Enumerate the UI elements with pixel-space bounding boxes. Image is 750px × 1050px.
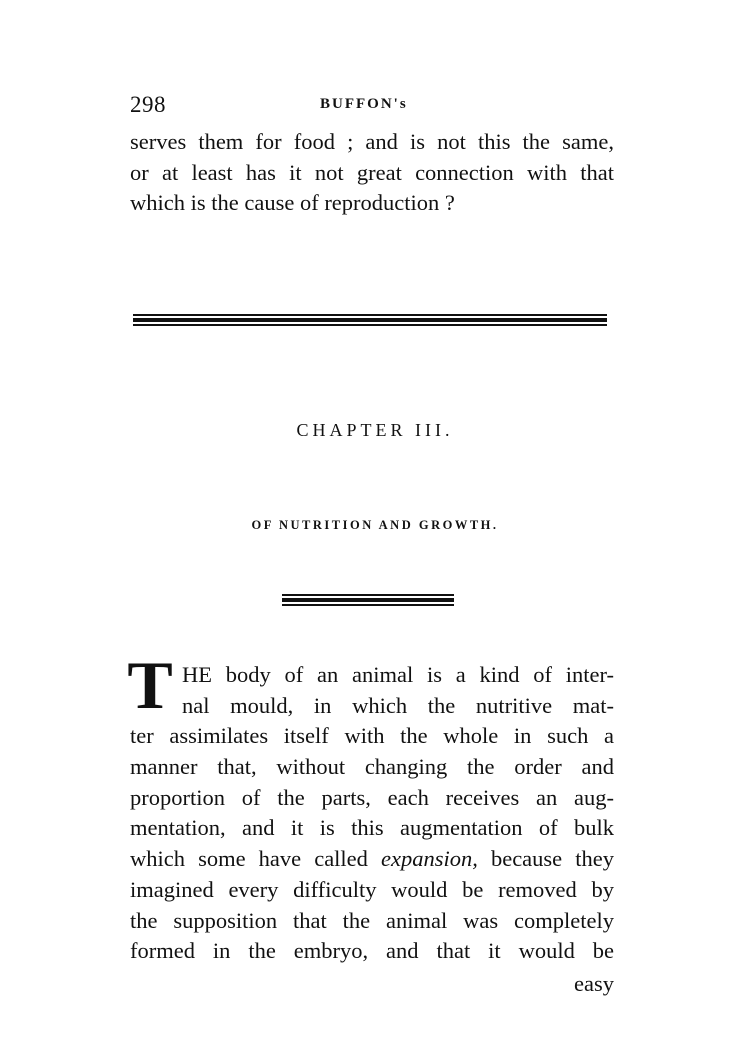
text-line: the supposition that the animal was completely	[130, 907, 614, 933]
text-segment: which some have called	[130, 846, 382, 872]
chapter-heading: CHAPTER III.	[296, 420, 454, 440]
intro-paragraph	[130, 127, 614, 219]
text-line: ter assimilates itself with the whole in such a	[130, 723, 614, 749]
section-rule-thin-top	[133, 314, 607, 316]
text-line: proportion of the parts, each receives an aug-	[130, 784, 614, 810]
page-number: 298	[130, 92, 166, 117]
text-line: imagined every difficulty would be removed by	[130, 876, 614, 902]
text-segment: because they	[477, 846, 614, 872]
italic-term: expansion,	[381, 846, 478, 872]
drop-cap: T	[127, 647, 173, 723]
text-line: serves them for food ; and is not this the same,	[130, 129, 614, 154]
chapter-rule-thin-bottom	[282, 604, 454, 606]
page-header	[130, 92, 614, 122]
running-title: BUFFON's	[320, 96, 408, 112]
text-line	[130, 844, 614, 875]
text-line: formed in the embryo, and that it would be	[130, 938, 614, 964]
section-rule-thick	[133, 318, 607, 322]
chapter-subtitle: OF NUTRITION AND GROWTH.	[251, 518, 499, 532]
section-rule-thin-bottom	[133, 324, 607, 326]
text-line: which is the cause of reproduction ?	[130, 190, 455, 216]
text-line: or at least has it not great connection with that	[130, 159, 614, 185]
chapter-rule-thin-top	[282, 594, 454, 596]
text-line: manner that, without changing the order and	[130, 754, 614, 780]
text-line: mentation, and it is this augmentation of bulk	[130, 815, 614, 841]
text-line: HE body of an animal is a kind of inter-	[182, 662, 614, 687]
catchword: easy	[574, 971, 614, 996]
text-line: nal mould, in which the nutritive mat-	[182, 692, 614, 718]
chapter-rule-thick	[282, 598, 454, 602]
body-paragraph	[130, 660, 614, 967]
